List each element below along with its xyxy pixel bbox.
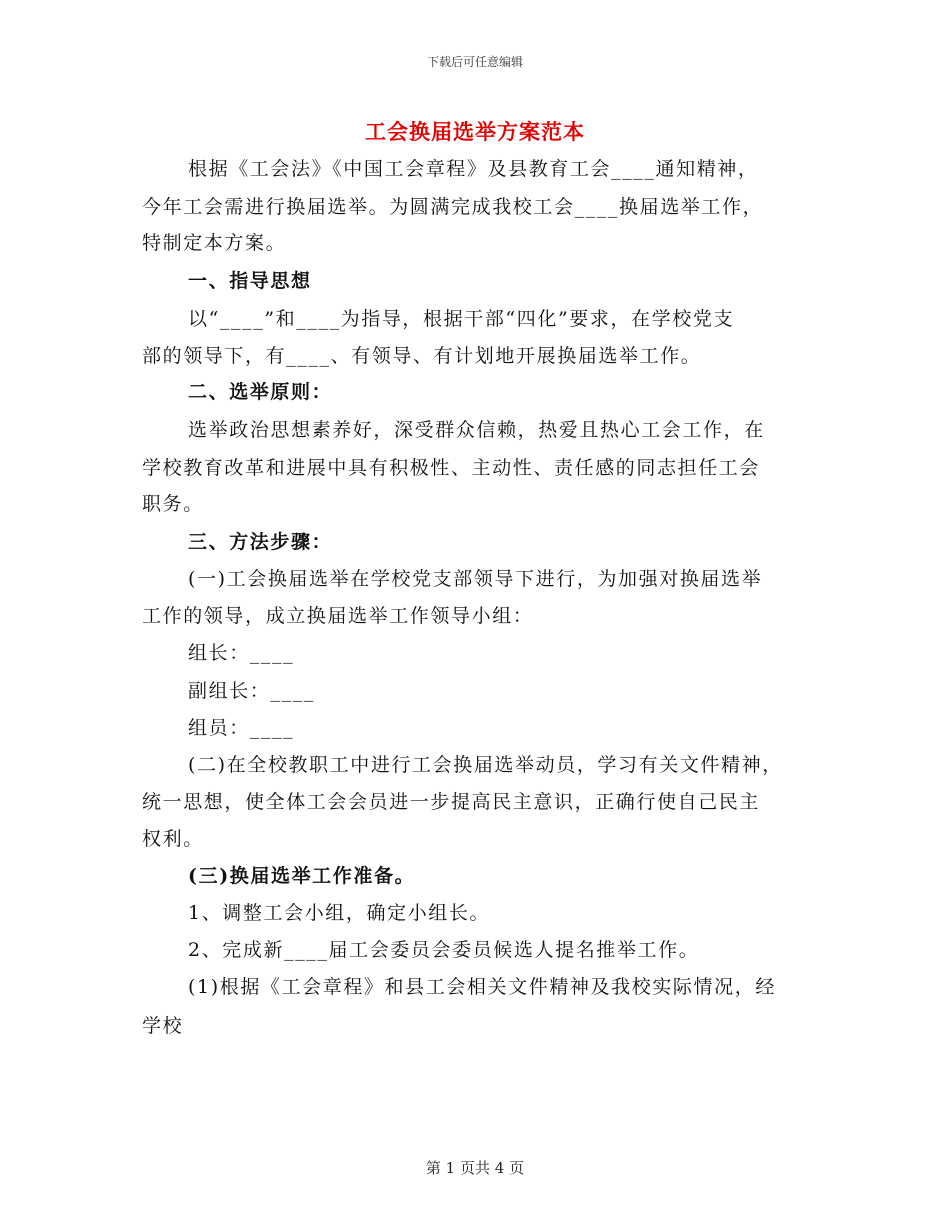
paragraph-line: (1)根据《工会章程》和县工会相关文件精神及我校实际情况，经 (188, 976, 776, 998)
paragraph-line: 组长：____ (188, 642, 295, 664)
paragraph-line: 统一思想，使全体工会会员进一步提高民主意识，正确行使自己民主 (142, 791, 761, 813)
paragraph-line: 工作的领导，成立换届选举工作领导小组： (142, 605, 534, 627)
section-heading: 一、指导思想 (188, 270, 312, 292)
paragraph-line: 1、调整工会小组，确定小组长。 (188, 902, 491, 924)
section-heading: (三)换届选举工作准备。 (188, 865, 416, 887)
paragraph-line: 权利。 (142, 828, 204, 850)
paragraph-line: 选举政治思想素养好，深受群众信赖，热爱且热心工会工作，在 (188, 419, 765, 441)
paragraph-line: 副组长：____ (188, 680, 315, 702)
paragraph-line: 职务。 (142, 493, 204, 515)
paragraph-line: 2、完成新____届工会委员会委员候选人提名推举工作。 (188, 939, 700, 961)
paragraph-line: 学校教育改革和进展中具有积极性、主动性、责任感的同志担任工会 (142, 457, 761, 479)
document-title: 工会换届选举方案范本 (365, 119, 585, 144)
paragraph-line: (二)在全校教职工中进行工会换届选举动员，学习有关文件精神， (188, 754, 783, 776)
paragraph-line: 以“____”和____为指导，根据干部“四化”要求，在学校党支 (188, 308, 735, 330)
paragraph-line: 部的领导下，有____、有领导、有计划地开展换届选举工作。 (142, 345, 702, 367)
paragraph-line: 组员：____ (188, 717, 295, 739)
header-note: 下载后可任意编辑 (426, 55, 523, 69)
section-heading: 三、方法步骤： (188, 531, 333, 553)
page-footer: 第 1 页共 4 页 (425, 1159, 525, 1177)
section-heading: 二、选举原则： (188, 381, 333, 403)
paragraph-line: 学校 (142, 1015, 184, 1037)
paragraph-line: 今年工会需进行换届选举。为圆满完成我校工会____换届选举工作， (142, 196, 764, 218)
paragraph-line: 根据《工会法》《中国工会章程》及县教育工会____通知精神， (188, 158, 759, 180)
paragraph-line: (一)工会换届选举在学校党支部领导下进行，为加强对换届选举 (188, 568, 763, 590)
paragraph-line: 特制定本方案。 (142, 232, 287, 254)
